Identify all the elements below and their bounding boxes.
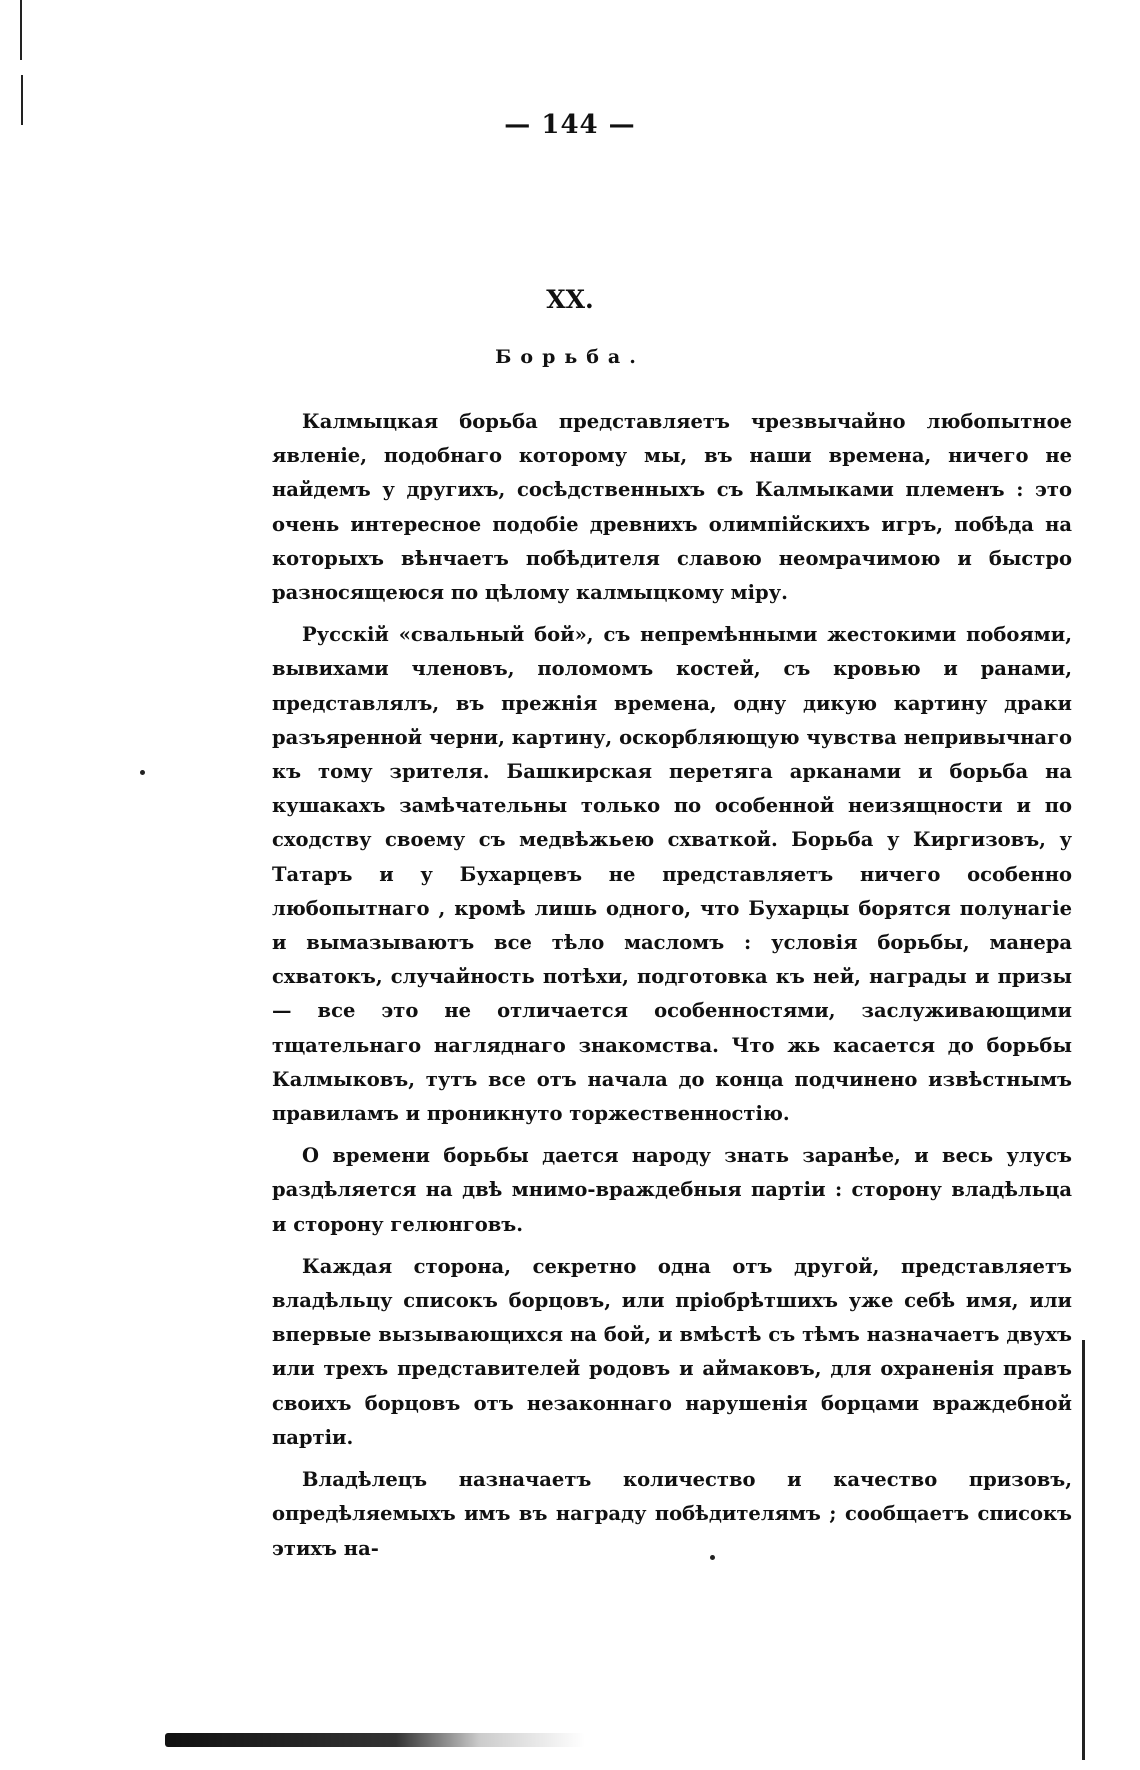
ink-dot: [140, 770, 145, 775]
paragraph: Калмыцкая борьба представляетъ чрезвычайно любопытное явленіе, подобнаго которому мы, въ наши времена, ничего не найдемъ у другихъ, сосѣдственныхъ съ Калмыками племенъ : это очень интересное подобіе древнихъ олимпійскихъ игръ, побѣда на которыхъ вѣнчаетъ побѣдителя славою неомрачимою и быстро разносящеюся по цѣлому калмыцкому міру.: [272, 410, 1072, 605]
page-number: — 144 —: [504, 110, 636, 140]
left-edge-mark-top: [20, 0, 22, 60]
paragraph: О времени борьбы дается народу знать заранѣе, и весь улусъ раздѣляется на двѣ мнимо-враждебныя партіи : сторону владѣльца и сторону гелюнговъ.: [272, 1144, 1072, 1236]
right-edge-mark: [1082, 1340, 1085, 1760]
paragraph: Русскій «свальный бой», съ непремѣнными жестокими побоями, вывихами членовъ, поломомъ костей, съ кровью и ранами, представлялъ, въ прежнія времена, одну дикую картину драки разъяренной черни, картину, оскорбляющую чувства непривычнаго къ тому зрителя. Башкирская перетяга арканами и борьба на кушакахъ замѣчательны только по особенной неизящности и по сходству своему съ медвѣжьею схваткой. Борьба у Киргизовъ, у Татаръ и у Бухарцевъ не представляетъ ничего особенно любопытнаго , кромѣ лишь одного, что Бухарцы борятся полунагіе и вымазываютъ все тѣло масломъ : условія борьбы, манера схватокъ, случайность потѣхи, подготовка къ ней, награды и призы — все это не отличается особенностями, заслуживающими тщательнаго нагляднаго знакомства. Что жь касается до борьбы Калмыковъ, тутъ все отъ начала до конца подчинено извѣстнымъ правиламъ и проникнуто торжественностію.: [272, 623, 1072, 1126]
chapter-number: XX.: [546, 285, 594, 314]
scan-smudge: [165, 1733, 585, 1747]
body-text: [272, 405, 1072, 1574]
paragraph: Каждая сторона, секретно одна отъ другой, представляетъ владѣльцу списокъ борцовъ, или пріобрѣтшихъ уже себѣ имя, или впервые вызывающихся на бой, и вмѣстѣ съ тѣмъ назначаетъ двухъ или трехъ представителей родовъ и аймаковъ, для охраненія правъ своихъ борцовъ отъ незаконнаго нарушенія борцами враждебной партіи.: [272, 1254, 1072, 1449]
chapter-title: Борьба.: [495, 346, 645, 368]
paragraph: Владѣлецъ назначаетъ количество и качество призовъ, опредѣляемыхъ имъ въ награду побѣдителямъ ; сообщаетъ списокъ этихъ на-: [272, 1468, 1072, 1560]
